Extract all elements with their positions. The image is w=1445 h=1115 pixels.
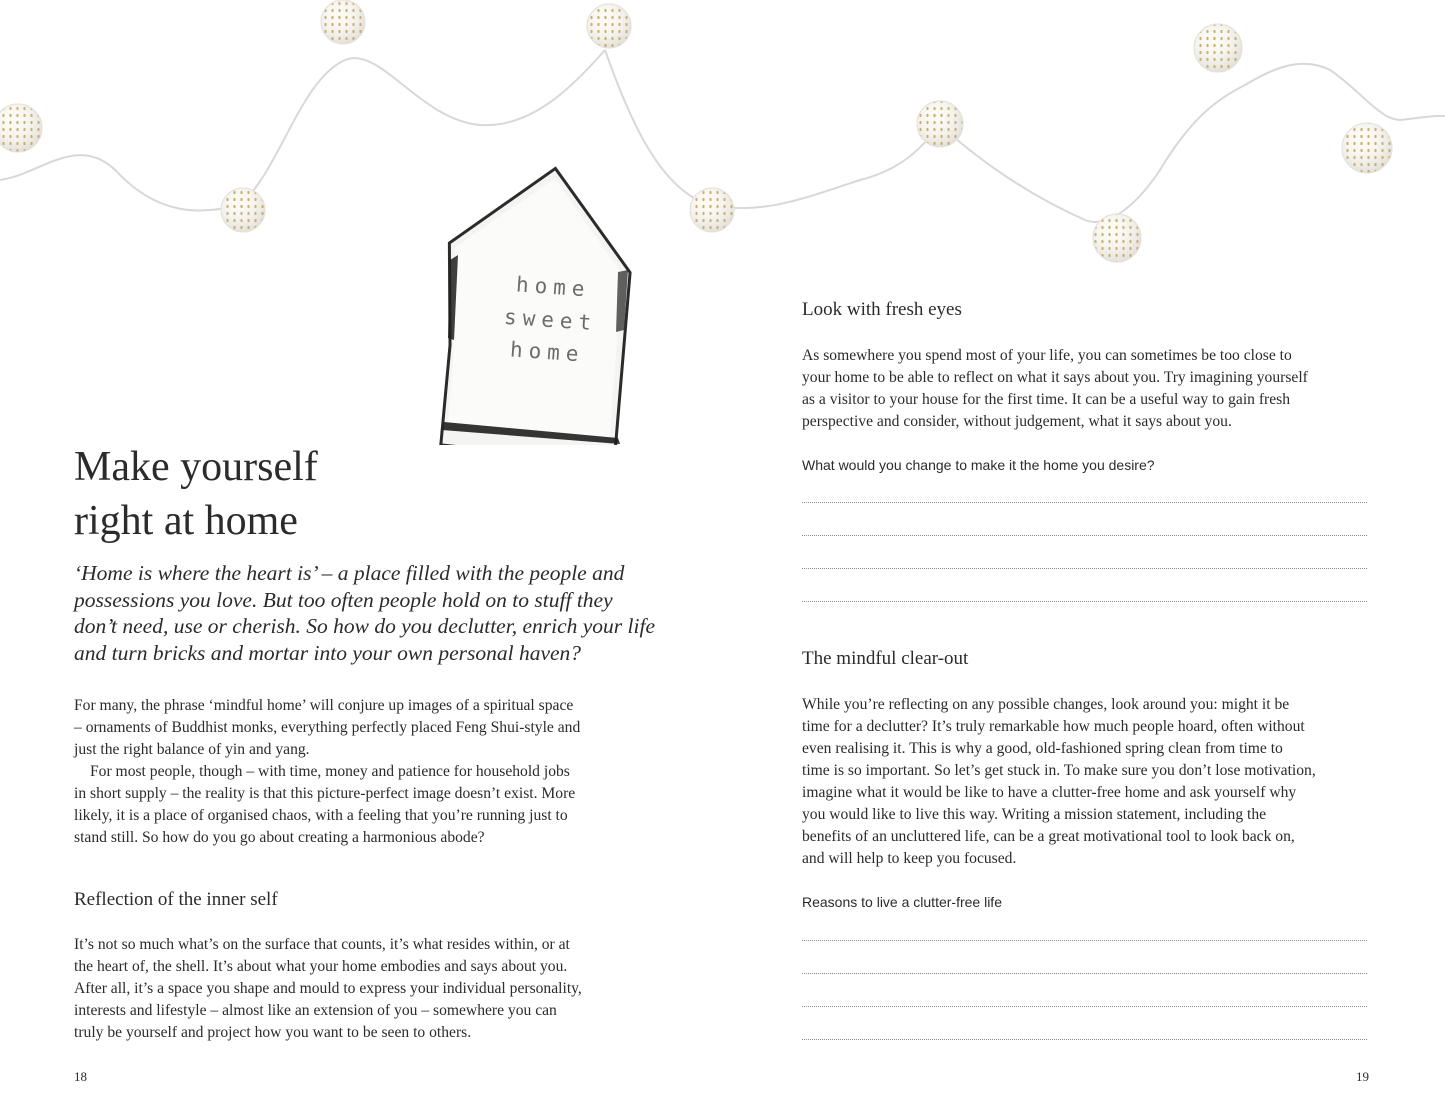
write-line[interactable]	[802, 502, 1367, 503]
title-line: Make yourself	[74, 444, 318, 490]
intro-line: possessions you love. But too often people hold on to stuff they	[74, 587, 613, 612]
house-shape-icon	[438, 160, 648, 445]
intro-line: don’t need, use or cherish. So how do you declutter, enrich your life	[74, 614, 655, 638]
body-line: truly be yourself and project how you want to be seen to others.	[74, 1024, 472, 1041]
body-line: likely, it is a place of organised chaos, with a feeling that you’re running just to	[74, 807, 568, 824]
write-line[interactable]	[802, 1006, 1367, 1007]
intro-standfirst	[74, 560, 654, 666]
sign-word-3: home	[509, 337, 586, 367]
section-heading-reflection: Reflection of the inner self	[74, 889, 278, 910]
body-line: time for a declutter? It’s truly remarkable how much people hoard, often without	[802, 718, 1305, 735]
intro-line: and turn bricks and mortar into your own personal haven?	[74, 640, 582, 665]
body-line: interests and lifestyle – almost like an extension of you – somewhere you can	[74, 1002, 557, 1019]
fresh-eyes-body	[802, 345, 1382, 433]
body-line: stand still. So how do you go about creating a harmonious abode?	[74, 829, 485, 846]
section-heading-clear-out: The mindful clear-out	[802, 648, 969, 669]
body-line: As somewhere you spend most of your life, you can sometimes be too close to	[802, 347, 1292, 364]
body-line: and will help to keep you focused.	[802, 850, 1017, 867]
sign-word-2: sweet	[503, 304, 598, 336]
body-line: as a visitor to your house for the first time. It can be a useful way to gain fresh	[802, 391, 1291, 408]
body-line: time is so important. So let’s get stuck in. To make sure you don’t lose motivation,	[802, 762, 1316, 779]
title-line: right at home	[74, 498, 298, 544]
write-line[interactable]	[802, 568, 1367, 569]
page-number-left: 18	[74, 1069, 87, 1084]
intro-body	[74, 695, 654, 849]
body-line: imagine what it would be like to have a clutter-free home and ask yourself why	[802, 784, 1297, 801]
clear-out-body	[802, 694, 1382, 870]
sign-word-1: home	[515, 272, 592, 302]
body-line: It’s not so much what’s on the surface that counts, it’s what resides within, or at	[74, 936, 570, 953]
body-line: in short supply – the reality is that this picture-perfect image doesn’t exist. More	[74, 785, 576, 802]
body-line: After all, it’s a space you shape and mould to express your individual personality,	[74, 980, 582, 997]
write-line[interactable]	[802, 940, 1367, 941]
page-title	[74, 440, 434, 548]
prompt-clutter-free: Reasons to live a clutter-free life	[802, 894, 1002, 910]
body-line: – ornaments of Buddhist monks, everything perfectly placed Feng Shui-style and	[74, 719, 581, 736]
body-line: For most people, though – with time, money and patience for household jobs	[90, 763, 570, 780]
write-line[interactable]	[802, 973, 1367, 974]
body-line: the heart of, the shell. It’s about what your home embodies and says about you.	[74, 958, 568, 975]
write-line[interactable]	[802, 601, 1367, 602]
prompt-change-home: What would you change to make it the home you desire?	[802, 457, 1155, 473]
body-line: While you’re reflecting on any possible changes, look around you: might it be	[802, 696, 1290, 713]
body-line: even realising it. This is why a good, old-fashioned spring clean from time to	[802, 740, 1283, 757]
body-line: perspective and consider, without judgement, what it says about you.	[802, 413, 1232, 430]
reflection-body	[74, 934, 654, 1044]
body-line: For many, the phrase ‘mindful home’ will conjure up images of a spiritual space	[74, 697, 574, 714]
string-lights-photo	[0, 0, 1445, 280]
body-line: benefits of an uncluttered life, can be a great motivational tool to look back on,	[802, 828, 1295, 845]
section-heading-fresh-eyes: Look with fresh eyes	[802, 299, 962, 320]
page-number-right: 19	[1356, 1069, 1369, 1084]
write-line[interactable]	[802, 1039, 1367, 1040]
body-line: just the right balance of yin and yang.	[74, 741, 310, 758]
home-sweet-home-sign	[438, 160, 648, 445]
body-line: you would like to live this way. Writing a mission statement, including the	[802, 806, 1267, 823]
body-line: your home to be able to reflect on what it says about you. Try imagining yourself	[802, 369, 1308, 386]
intro-line: ‘Home is where the heart is’ – a place filled with the people and	[74, 561, 625, 585]
write-line[interactable]	[802, 535, 1367, 536]
